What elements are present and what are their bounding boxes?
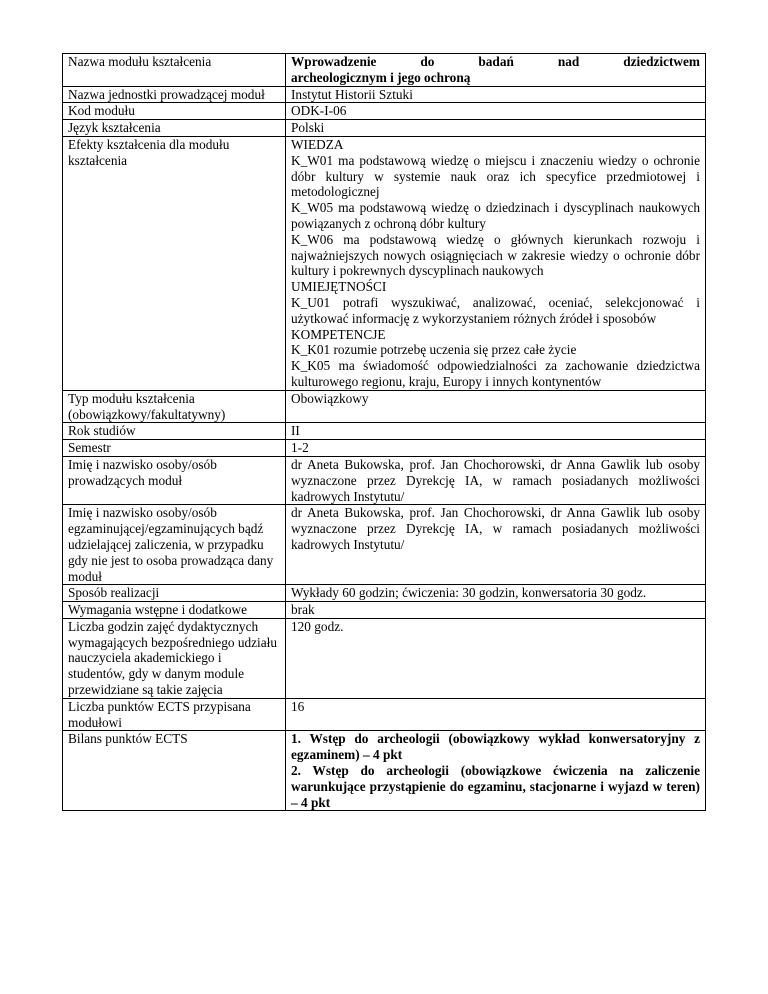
row-label: Typ modułu kształcenia (obowiązkowy/fakultatywny) [63, 390, 286, 423]
value-paragraph: archeologicznym i jego ochroną [291, 69, 471, 85]
row-label: Wymagania wstępne i dodatkowe [63, 602, 286, 619]
row-label: Bilans punktów ECTS [63, 731, 286, 811]
table-row [63, 86, 706, 103]
row-value [286, 54, 706, 87]
value-paragraph: WIEDZA [291, 136, 344, 152]
table-row [63, 136, 706, 390]
row-label: Liczba punktów ECTS przypisana modułowi [63, 698, 286, 731]
row-value [286, 120, 706, 137]
row-value [286, 585, 706, 602]
row-label: Liczba godzin zajęć dydaktycznych wymagających bezpośredniego udziału nauczyciela akademickiego i studentów, gdy w danym module przewidziane są takie zajęcia [63, 618, 286, 698]
value-paragraph: 16 [291, 698, 305, 714]
table-row [63, 423, 706, 440]
row-value [286, 423, 706, 440]
row-value [286, 136, 706, 390]
value-paragraph: K_U01 potrafi wyszukiwać, analizować, oceniać, selekcjonować i użytkować informację z wykorzystaniem różnych źródeł i sposobów [291, 294, 700, 326]
row-value [286, 698, 706, 731]
value-paragraph: 1. Wstęp do archeologii (obowiązkowy wykład konwersatoryjny z egzaminem) – 4 pkt [291, 731, 700, 763]
table-row [63, 602, 706, 619]
row-value [286, 731, 706, 811]
table-row [63, 456, 706, 504]
row-label: Nazwa modułu kształcenia [63, 54, 286, 87]
value-paragraph: Obowiązkowy [291, 390, 369, 406]
row-value [286, 618, 706, 698]
value-paragraph: ODK-I-06 [291, 103, 347, 119]
table-row [63, 54, 706, 87]
value-paragraph: KOMPETENCJE [291, 326, 386, 342]
row-value [286, 505, 706, 585]
row-label: Sposób realizacji [63, 585, 286, 602]
module-description-table [62, 53, 706, 811]
value-paragraph: 120 godz. [291, 618, 344, 634]
table-row [63, 505, 706, 585]
table-row [63, 440, 706, 457]
table-row [63, 120, 706, 137]
row-value [286, 86, 706, 103]
value-paragraph: K_W01 ma podstawową wiedzę o miejscu i znaczeniu wiedzy o ochronie dóbr kultury w systemie nauk oraz ich specyfice przedmiotowej i metodologicznej [291, 152, 700, 200]
value-paragraph: Wprowadzenie do badań nad dziedzictwem [291, 54, 700, 69]
row-label: Kod modułu [63, 103, 286, 120]
row-value [286, 103, 706, 120]
row-label: Imię i nazwisko osoby/osób egzaminującej/egzaminujących bądź udzielającej zaliczenia, w przypadku gdy nie jest to osoba prowadząca dany moduł [63, 505, 286, 585]
row-value [286, 390, 706, 423]
row-value [286, 456, 706, 504]
value-paragraph: II [291, 423, 300, 439]
row-label: Efekty kształcenia dla modułu kształcenia [63, 136, 286, 390]
value-paragraph: K_K01 rozumie potrzebę uczenia się przez całe życie [291, 342, 577, 358]
row-label: Semestr [63, 440, 286, 457]
document-page [62, 53, 706, 811]
row-label: Język kształcenia [63, 120, 286, 137]
value-paragraph: K_W06 ma podstawową wiedzę o głównych kierunkach rozwoju i najważniejszych nowych osiągnięciach w zakresie wiedzy o ochronie dóbr kultury i pokrewnych dyscyplinach naukowych [291, 231, 700, 279]
table-row [63, 103, 706, 120]
row-value [286, 440, 706, 457]
table-row [63, 698, 706, 731]
value-paragraph: 1-2 [291, 440, 309, 456]
value-paragraph: Instytut Historii Sztuki [291, 86, 413, 102]
table-row [63, 618, 706, 698]
table-row [63, 585, 706, 602]
row-label: Nazwa jednostki prowadzącej moduł [63, 86, 286, 103]
value-paragraph: K_W05 ma podstawową wiedzę o dziedzinach i dyscyplinach naukowych powiązanych z ochroną dóbr kultury [291, 200, 700, 231]
value-paragraph: Wykłady 60 godzin; ćwiczenia: 30 godzin, konwersatoria 30 godz. [291, 585, 647, 601]
table-row [63, 390, 706, 423]
value-paragraph: dr Aneta Bukowska, prof. Jan Chochorowski, dr Anna Gawlik lub osoby wyznaczone przez Dyrekcję IA, w ramach posiadanych możliwości kadrowych Instytutu/ [291, 505, 700, 552]
table-row [63, 731, 706, 811]
row-label: Imię i nazwisko osoby/osób prowadzących moduł [63, 456, 286, 504]
table-body [63, 54, 706, 811]
row-value [286, 602, 706, 619]
value-paragraph: 2. Wstęp do archeologii (obowiązkowe ćwiczenia na zaliczenie warunkujące przystąpienie do egzaminu, stacjonarne i wyjazd w teren) – 4 pkt [291, 763, 700, 810]
value-paragraph: dr Aneta Bukowska, prof. Jan Chochorowski, dr Anna Gawlik lub osoby wyznaczone przez Dyrekcję IA, w ramach posiadanych możliwości kadrowych Instytutu/ [291, 456, 700, 504]
value-paragraph: UMIEJĘTNOŚCI [291, 279, 387, 295]
value-paragraph: brak [291, 602, 315, 618]
value-paragraph: Polski [291, 120, 325, 136]
row-label: Rok studiów [63, 423, 286, 440]
value-paragraph: K_K05 ma świadomość odpowiedzialności za zachowanie dziedzictwa kulturowego regionu, kraju, Europy i innych kontynentów [291, 358, 700, 389]
